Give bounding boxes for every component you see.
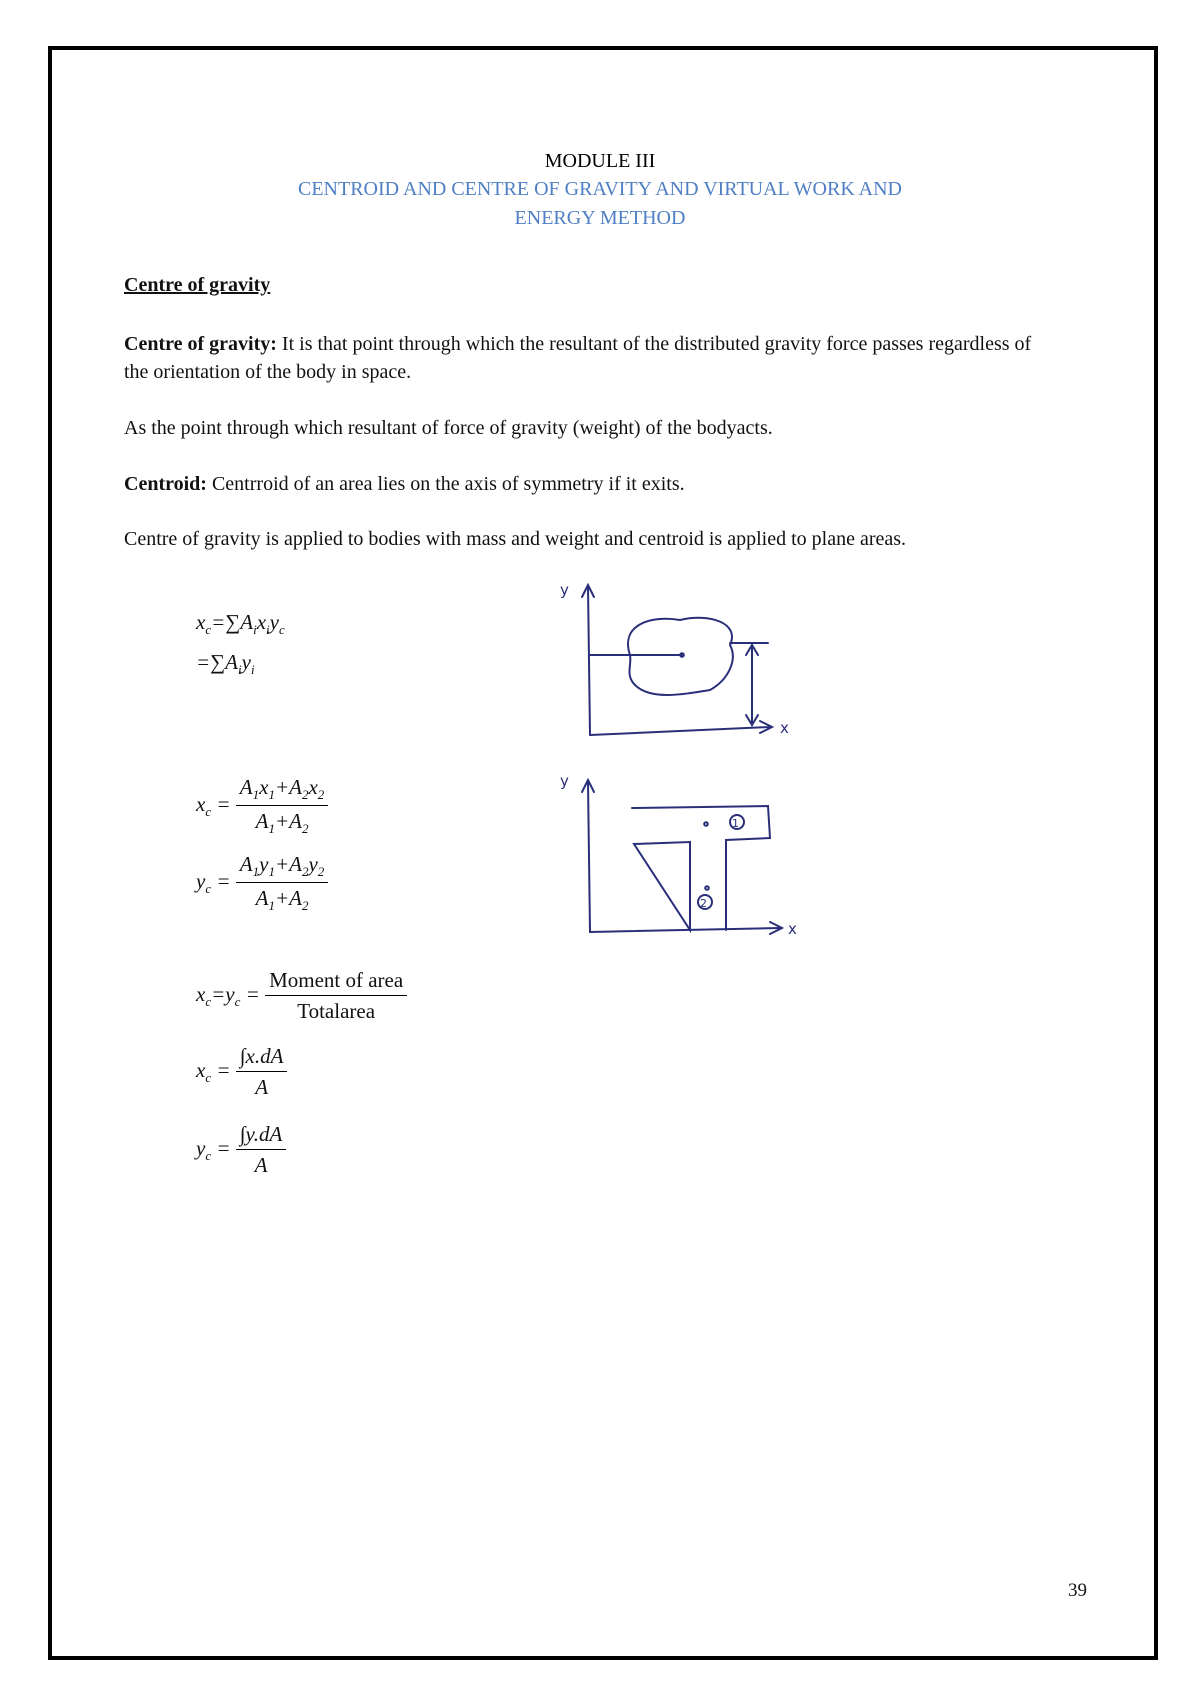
moment-of-area: Moment of area: [265, 968, 407, 996]
total-area: Totalarea: [297, 999, 376, 1023]
y-axis-label: y: [560, 581, 569, 599]
centroid-label: Centroid:: [124, 473, 207, 495]
part2-label: 2: [700, 897, 707, 910]
equation-1b: $=\sum A_iy_i$: [196, 650, 255, 678]
sketch-t-section: [540, 770, 830, 940]
page-number: 39: [1068, 1580, 1087, 1601]
x-axis-label: x: [780, 719, 789, 737]
equation-xc-integral: $x_c$ = $\frac{\int x.dA}{A}$: [196, 1044, 287, 1100]
cog-label: Centre of gravity:: [124, 333, 277, 355]
applied-text: Centre of gravity is applied to bodies with mass and weight and centroid is applied to plane areas.: [124, 528, 907, 550]
module-title: MODULE III: [544, 150, 656, 172]
equation-xc-composite: $x_c$ = $\frac{A_1x_1+A_2x_2}{A_1+A_2}$: [196, 775, 328, 837]
t-x-axis-label: x: [788, 920, 797, 938]
part1-label: 1: [732, 817, 739, 830]
equation-moment-ratio: $x_c=y_c$ = $\frac{\text{Moment of area}}{\text{Totalarea}}$: [196, 968, 407, 1024]
sketch-centroid-blob: [540, 575, 820, 745]
web-centroid: [705, 886, 709, 890]
y-axis-line: [588, 587, 590, 735]
flange-centroid: [704, 822, 708, 826]
centroid-text: Centrroid of an area lies on the axis of symmetry if it exits.: [206, 473, 685, 495]
cog-definition: [124, 330, 1044, 386]
point-definition: As the point through which resultant of force of gravity (weight) of the bodyacts.: [124, 417, 773, 439]
centroid-definition: [124, 470, 1044, 498]
t-y-axis-label: y: [560, 772, 569, 790]
t-y-axis-line: [588, 782, 590, 932]
cog-text: It is that point through which the resultant of the distributed gravity force passes regardless of the orientation of the body in space.: [124, 333, 1032, 383]
x-axis-line: [590, 727, 770, 735]
module-subtitle-line1: CENTROID AND CENTRE OF GRAVITY AND VIRTUAL WORK AND: [298, 178, 902, 200]
equation-yc-composite: $y_c$ = $\frac{A_1y_1+A_2y_2}{A_1+A_2}$: [196, 852, 328, 914]
equation-yc-integral: $y_c$ = $\frac{\int y.dA}{A}$: [196, 1122, 286, 1178]
module-subtitle-line2: ENERGY METHOD: [514, 207, 686, 229]
equation-1a: $x_c=\sum A_ix_iy_c$: [196, 610, 285, 638]
t-shape-outline: [632, 806, 770, 930]
section-heading: Centre of gravity: [124, 274, 271, 296]
t-x-axis-line: [590, 928, 780, 932]
